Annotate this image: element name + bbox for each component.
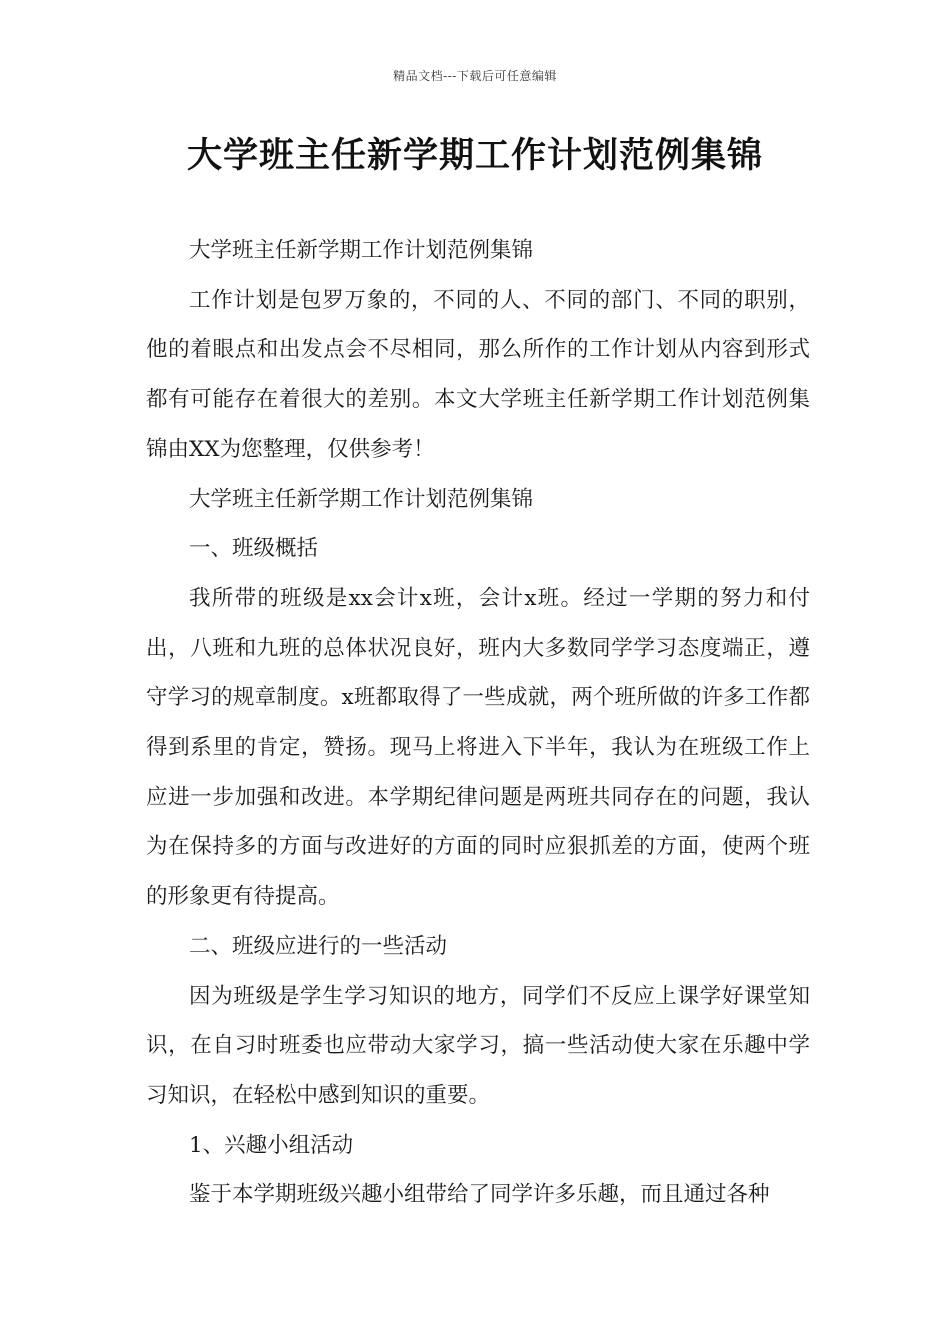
paragraph-interest-groups: 鉴于本学期班级兴趣小组带给了同学许多乐趣，而且通过各种 (189, 1182, 770, 1208)
section-heading-overview: 一、班级概括 (189, 536, 319, 562)
paragraph-activities: 因为班级是学生学习知识的地方，同学们不反应上课学好课堂知识，在自习时班委也应带动大家学习，搞一些活动使大家在乐趣中学习知识，在轻松中感到知识的重要。 (146, 983, 810, 1108)
paragraph-subtitle-repeat: 大学班主任新学期工作计划范例集锦 (189, 486, 534, 512)
paragraph-intro: 工作计划是包罗万象的，不同的人、不同的部门、不同的职别，他的着眼点和出发点会不尽相同，那么所作的工作计划从内容到形式都有可能存在着很大的差别。本文大学班主任新学期工作计划范例集锦由XX为您整理，仅供参考！ (146, 287, 810, 462)
document-title: 大学班主任新学期工作计划范例集锦 (186, 136, 763, 176)
section-heading-activities: 二、班级应进行的一些活动 (189, 933, 448, 959)
header-note: 精品文档---下载后可任意编辑 (393, 69, 557, 83)
subsection-heading-interest-groups: 1、兴趣小组活动 (189, 1132, 354, 1158)
document-body (146, 226, 810, 1220)
paragraph-overview: 我所带的班级是xx会计x班，会计x班。经过一学期的努力和付出，八班和九班的总体状况良好，班内大多数同学学习态度端正，遵守学习的规章制度。x班都取得了一些成就，两个班所做的许多工作都得到系里的肯定，赞扬。现马上将进入下半年，我认为在班级工作上应进一步加强和改进。本学期纪律问题是两班共同存在的问题，我认为在保持多的方面与改进好的方面的同时应狠抓差的方面，使两个班的形象更有待提高。 (146, 585, 810, 910)
paragraph-subtitle: 大学班主任新学期工作计划范例集锦 (189, 238, 534, 263)
